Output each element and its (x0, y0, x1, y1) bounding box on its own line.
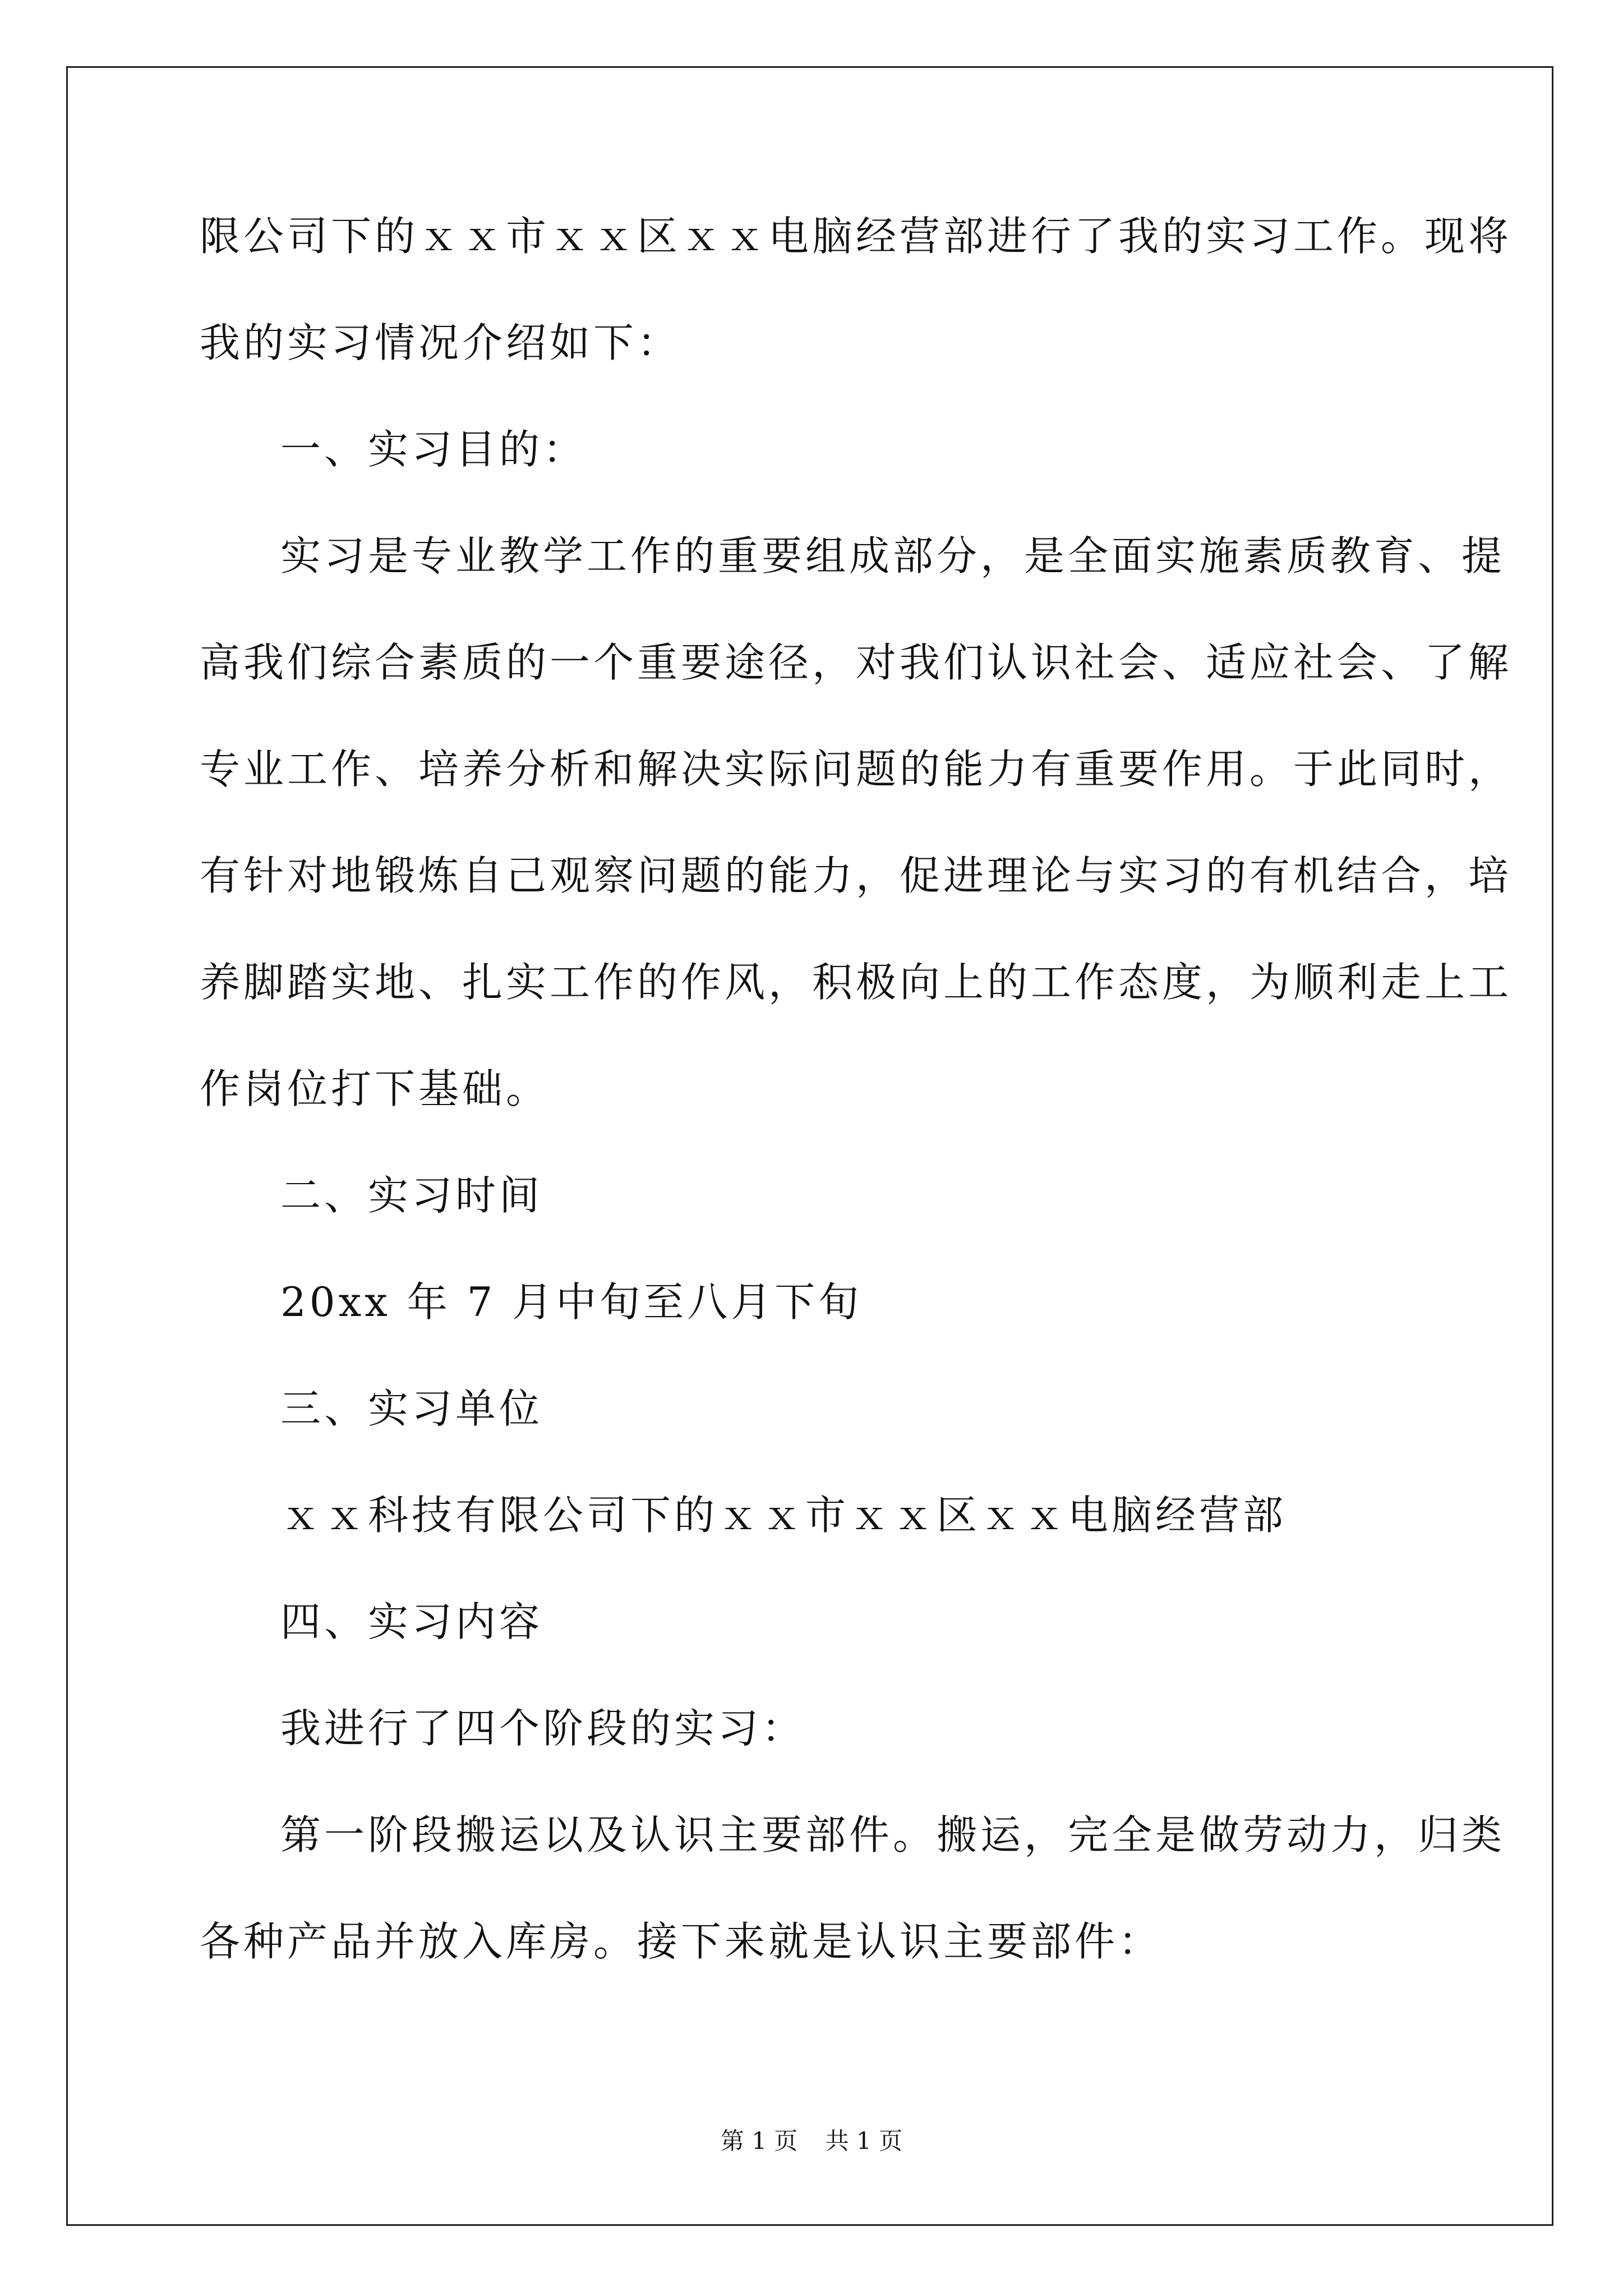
text-line: 实习是专业教学工作的重要组成部分，是全面实施素质教育、提 (280, 532, 1506, 579)
page-number: 第 1 页 (720, 2127, 798, 2155)
text-line: 养脚踏实地、扎实工作的作风，积极向上的工作态度，为顺利走上工 (200, 959, 1513, 1006)
page-footer (0, 2127, 1623, 2155)
text-line: 各种产品并放入库房。接下来就是认识主要部件： (200, 1918, 1163, 1965)
text-line: 第一阶段搬运以及认识主要部件。搬运，完全是做劳动力，归类 (280, 1811, 1506, 1858)
section-heading: 一、实习目的： (280, 426, 587, 473)
text-line: 20xx 年 7 月中旬至八月下旬 (280, 1278, 863, 1326)
text-line: 限公司下的ｘｘ市ｘｘ区ｘｘ电脑经营部进行了我的实习工作。现将 (200, 213, 1513, 260)
text-line: 有针对地锻炼自己观察问题的能力，促进理论与实习的有机结合，培 (200, 852, 1513, 899)
text-line: 专业工作、培养分析和解决实际问题的能力有重要作用。于此同时， (200, 746, 1513, 793)
page-total: 共 1 页 (825, 2127, 903, 2155)
section-heading: 四、实习内容 (280, 1598, 543, 1645)
page-border (66, 66, 1553, 2226)
text-line: 我的实习情况介绍如下： (200, 319, 681, 366)
text-line: ｘｘ科技有限公司下的ｘｘ市ｘｘ区ｘｘ电脑经营部 (280, 1492, 1287, 1539)
text-line: 高我们综合素质的一个重要途径，对我们认识社会、适应社会、了解 (200, 639, 1513, 686)
section-heading: 二、实习时间 (280, 1172, 543, 1219)
text-line: 我进行了四个阶段的实习： (280, 1705, 806, 1752)
section-heading: 三、实习单位 (280, 1385, 543, 1432)
text-line: 作岗位打下基础。 (200, 1065, 550, 1112)
